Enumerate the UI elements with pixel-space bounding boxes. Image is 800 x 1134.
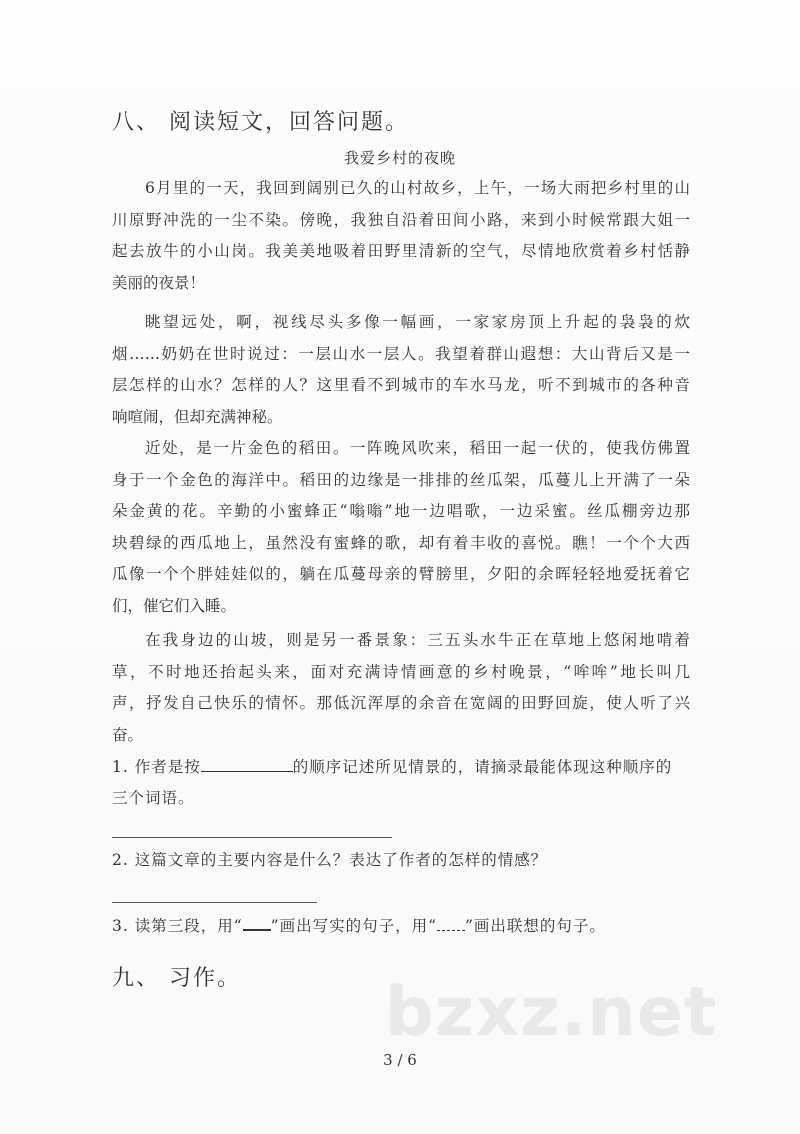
paragraph-1-line: 川原野冲洗的一尘不染。傍晚，我独自沿着田间小路，来到小时候常跟大姐一 [112,210,690,229]
question-3-text-a: 3. 读第三段，用“ [112,917,243,935]
paragraph-4-line: 草，不时地还抬起头来，面对充满诗情画意的乡村晚景，“哞哞”地长叫几 [112,662,690,681]
paragraph-3-line: 们，催它们入睡。 [112,596,237,615]
question-1-cont: 三个词语。 [112,789,195,807]
article-title: 我爱乡村的夜晚 [343,149,456,167]
page-number: 3 / 6 [383,1051,417,1069]
paragraph-1-line: 6月里的一天，我回到阔别已久的山村故乡，上午，一场大雨把乡村里的山 [145,179,690,197]
section-9-heading: 九、 习作。 [112,966,241,991]
paragraph-4-line: 在我身边的山坡，则是另一番景象：三五头水牛正在草地上悠闲地啃着 [145,631,690,649]
paragraph-3-line: 身于一个金色的海洋中。稻田的边缘是一排排的丝瓜架，瓜蔓儿上开满了一朵 [112,470,690,489]
section-8-heading: 八、 阅读短文，回答问题。 [112,110,409,135]
watermark: bzxz.net [385,973,718,1052]
question-3-text-c: ”画出联想的句子。 [465,917,606,935]
paragraph-2-line: 响喧闹，但却充满神秘。 [112,407,283,426]
paragraph-3-line: 块碧绿的西瓜地上，虽然没有蜜蜂的歌，却有着丰收的喜悦。瞧！一个个大西 [112,533,690,552]
paragraph-3-line: 近处，是一片金色的稻田。一阵晚风吹来，稻田一起一伏的，使我仿佛置 [145,439,690,457]
question-3-text-b: ”画出写实的句子，用“ [270,917,437,935]
answer-line-2[interactable] [112,902,317,903]
question-1-blank[interactable] [201,759,293,772]
paragraph-2-line: 层怎样的山水？怎样的人？这里看不到城市的车水马龙，听不到城市的各种音 [112,376,690,394]
paragraph-4-line: 声，抒发自己快乐的情怀。那低沉浑厚的余音在宽阔的田野回旋，使人听了兴 [112,694,690,712]
paragraph-3-line: 朵金黄的花。辛勤的小蜜蜂正“嗡嗡”地一边唱歌，一边采蜜。丝瓜棚旁边那 [112,502,690,520]
wavy-underline-sample [437,918,465,931]
question-1 [112,757,672,777]
paragraph-2-line: 烟……奶奶在世时说过：一层山水一层人。我望着群山遐想：大山背后又是一 [112,344,690,363]
question-2: 2. 这篇文章的主要内容是什么？表达了作者的怎样的情感？ [112,851,548,869]
paragraph-2-line: 眺望远处，啊，视线尽头多像一幅画，一家家房顶上升起的袅袅的炊 [145,313,690,331]
paragraph-4-line: 奋。 [112,725,144,744]
question-1-text-a: 1. 作者是按 [112,758,201,776]
question-3 [112,916,606,936]
paragraph-3-line: 瓜像一个个胖娃娃似的，躺在瓜蔓母亲的臂膀里，夕阳的余晖轻轻地爱抚着它 [112,565,690,583]
paragraph-1-line: 起去放牛的小山岗。我美美地吸着田野里清新的空气，尽情地欣赏着乡村恬静 [112,242,690,260]
answer-line-1[interactable] [112,837,392,838]
question-1-text-b: 的顺序记述所见情景的，请摘录最能体现这种顺序的 [292,758,673,776]
paragraph-1-line: 美丽的夜景！ [112,273,206,292]
solid-underline-sample [243,917,271,931]
